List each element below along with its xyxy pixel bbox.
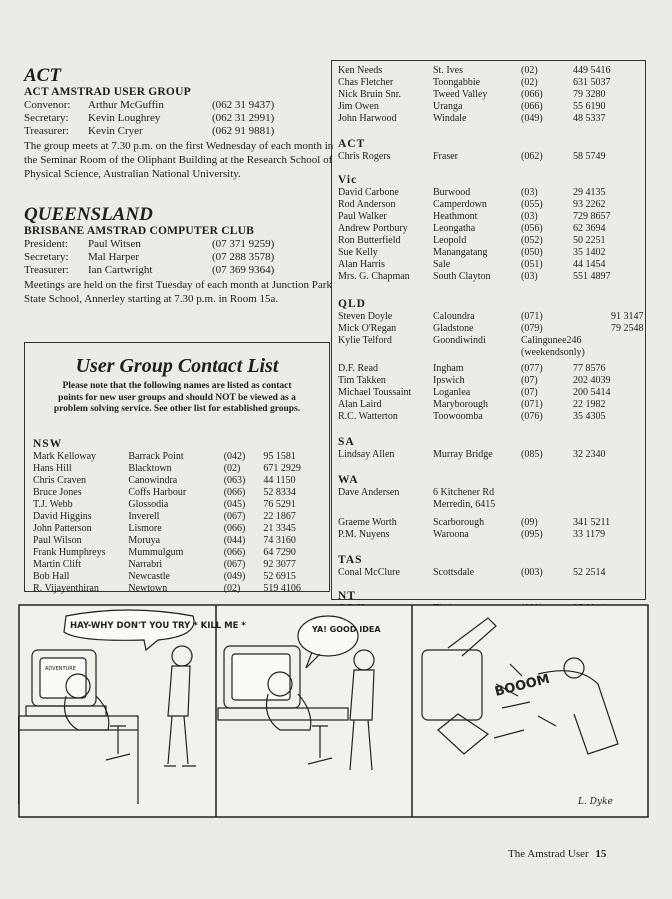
contact-row [338, 89, 640, 101]
user-group-contact-box [24, 342, 330, 592]
contact-row [338, 113, 640, 125]
contact-area: (071) [521, 311, 543, 322]
contact-num: 631 5037 [573, 77, 611, 88]
contact-place: Blacktown [128, 463, 172, 474]
contact-row [33, 547, 323, 559]
contact-num: 33 1179 [573, 529, 606, 540]
contact-num: 729 8657 [573, 211, 611, 222]
officer-role: Convenor: [24, 99, 71, 111]
contact-row [33, 523, 323, 535]
contact-area: (071) [521, 399, 543, 410]
contact-row [338, 259, 640, 271]
contact-name [338, 347, 433, 359]
contact-row [338, 517, 640, 529]
sa-list [338, 449, 640, 461]
officer-role: Secretary: [24, 112, 69, 124]
contact-num: 21 3345 [263, 523, 296, 534]
contact-name: Andrew Portbury [338, 223, 408, 234]
officer-name: Arthur McGuffin [88, 99, 164, 111]
contact-num [611, 347, 639, 359]
contact-name: R. Vijayenthiran [33, 583, 99, 594]
contact-name: Hans Hill [33, 463, 72, 474]
contact-place: Manangatang [433, 247, 488, 258]
contact-area: (09) [521, 517, 538, 528]
contact-row [33, 499, 323, 511]
act-section [24, 66, 334, 181]
qld-list-a [338, 311, 644, 359]
contact-list-note: Please note that the following names are listed as contact points for new user groups and should NOT be viewed as a problem solving service. See other list for established groups. [53, 381, 301, 414]
contact-name: Alan Laird [338, 399, 382, 410]
contact-row [338, 65, 640, 77]
contact-num: 48 5337 [573, 113, 606, 124]
contact-place: Murray Bridge [433, 449, 493, 460]
act-meeting-text: The group meets at 7.30 p.m. on the first Wednesday of each month in the Seminar Room of the Oliphant Building at the Research School of Physical Science, Australian National University. [24, 140, 334, 180]
contact-row [33, 463, 323, 475]
contact-name: Alan Harris [338, 259, 385, 270]
contact-name: David Carbone [338, 187, 399, 198]
contact-num: 77 8576 [573, 363, 606, 374]
contact-name: Chas Fletcher [338, 77, 394, 88]
contact-row [338, 529, 640, 541]
contact-num: 200 5414 [573, 387, 611, 398]
contact-num: 93 2262 [573, 199, 606, 210]
contact-area: (02) [223, 463, 241, 474]
contact-row [338, 375, 640, 387]
tas-heading: TAS [338, 554, 363, 566]
officer-row [24, 99, 334, 112]
qld-org-name: BRISBANE AMSTRAD COMPUTER CLUB [24, 225, 254, 237]
contact-row [338, 449, 640, 461]
contact-row [33, 559, 323, 571]
state-contacts-box [331, 60, 646, 600]
contact-place: Newtown [128, 583, 168, 594]
contact-name [338, 499, 433, 511]
contact-row [338, 567, 640, 579]
contact-num: 55 6190 [573, 101, 606, 112]
contact-area: (085) [521, 449, 543, 460]
contact-name: Bob Hall [33, 571, 70, 582]
contact-num: 64 7290 [263, 547, 296, 558]
contact-area: (062) [521, 151, 543, 162]
contact-row [33, 535, 323, 547]
contact-area: (02) [521, 77, 538, 88]
contact-row [338, 235, 640, 247]
contact-area: (03) [521, 211, 538, 222]
contact-area: (052) [521, 235, 543, 246]
contact-place: Inverell [128, 511, 160, 522]
contact-area [533, 487, 573, 499]
contact-area: (056) [521, 223, 543, 234]
contact-area: (066) [223, 487, 246, 498]
contact-row [338, 151, 640, 163]
contact-place: Scottsdale [433, 567, 475, 578]
contact-area: (02) [223, 583, 241, 594]
contact-area: (066) [223, 523, 246, 534]
contact-num: 52 8334 [263, 487, 296, 498]
contact-place [433, 347, 521, 359]
sa-heading: SA [338, 436, 355, 448]
contact-row [338, 199, 640, 211]
contact-name: Mrs. G. Chapman [338, 271, 410, 282]
officer-row [24, 251, 334, 264]
act-contacts-heading: ACT [338, 138, 366, 150]
contact-name: Ken Needs [338, 65, 383, 76]
qld-heading: QUEENSLAND [24, 204, 153, 225]
contact-area: (042) [223, 451, 246, 462]
officer-phone: (07 369 9364) [212, 264, 275, 276]
contact-num: 29 4135 [573, 187, 606, 198]
contact-name: Rod Anderson [338, 199, 396, 210]
contact-area: (044) [223, 535, 246, 546]
officer-phone: (07 371 9259) [212, 238, 275, 250]
contact-area: (095) [521, 529, 543, 540]
contact-place: Loganlea [433, 387, 471, 398]
contact-area: (049) [521, 113, 543, 124]
contact-row [338, 247, 640, 259]
contact-num: 91 3147 [611, 311, 644, 322]
contact-row [338, 347, 640, 359]
wa-list-a [338, 487, 640, 511]
wa-heading: WA [338, 474, 359, 486]
contact-row [338, 411, 640, 423]
contact-row [338, 335, 640, 347]
contact-row [33, 487, 323, 499]
vic-list [338, 187, 640, 283]
contact-area: (weekendsonly) [521, 347, 585, 358]
contact-name: Martin Clift [33, 559, 82, 570]
nsw-continued-list [338, 65, 640, 125]
contact-area: (07) [521, 375, 538, 386]
act-heading: ACT [24, 65, 61, 86]
contact-num: 551 4897 [573, 271, 611, 282]
contact-row [33, 475, 323, 487]
contact-row [338, 323, 644, 335]
contact-name: Paul Wilson [33, 535, 82, 546]
nsw-list [33, 451, 323, 595]
contact-name: David Higgins [33, 511, 92, 522]
nsw-heading: NSW [33, 438, 63, 450]
contact-place: Windale [433, 113, 467, 124]
officer-phone: (062 91 9881) [212, 125, 275, 137]
officer-name: Kevin Loughrey [88, 112, 161, 124]
contact-row [33, 511, 323, 523]
contact-name: Sue Kelly [338, 247, 378, 258]
contact-name: John Patterson [33, 523, 92, 534]
contact-name: Chris Craven [33, 475, 87, 486]
contact-area: (066) [521, 101, 543, 112]
vic-heading: Vic [338, 174, 358, 186]
magazine-name: The Amstrad User [508, 848, 589, 860]
contact-place: Ipswich [433, 375, 465, 386]
contact-place: Heathmont [433, 211, 478, 222]
contact-num: 52 2514 [573, 567, 606, 578]
contact-num [573, 487, 639, 499]
contact-name: Nick Bruin Snr. [338, 89, 402, 100]
officer-row [24, 112, 334, 125]
contact-place: Scarborough [433, 517, 485, 528]
contact-row [338, 499, 640, 511]
contact-num: 22 1982 [573, 399, 606, 410]
contact-area [533, 499, 573, 511]
contact-row [33, 571, 323, 583]
contact-name: Paul Walker [338, 211, 387, 222]
contact-place: Coffs Harbour [128, 487, 187, 498]
contact-place: Waroona [433, 529, 469, 540]
contact-name: Mark Kelloway [33, 451, 97, 462]
contact-name: R.C. Watterton [338, 411, 398, 422]
contact-area: (063) [223, 475, 246, 486]
contact-name: D.F. Read [338, 363, 379, 374]
contact-row [33, 451, 323, 463]
contact-row [338, 399, 640, 411]
boom-text: BOOOM [493, 671, 552, 700]
contact-area: (02) [521, 65, 538, 76]
contact-row [338, 363, 640, 375]
contact-num: 62 3694 [573, 223, 606, 234]
contact-num [611, 335, 639, 347]
contact-name: Tim Takken [338, 375, 386, 386]
wa-list-b [338, 517, 640, 541]
contact-place: Burwood [433, 187, 471, 198]
contact-name: Dave Andersen [338, 487, 400, 498]
contact-place: Narrabri [128, 559, 163, 570]
contact-area: (055) [521, 199, 543, 210]
contact-num: 74 3160 [263, 535, 296, 546]
contact-num: 79 2548 [611, 323, 644, 334]
contact-area: (050) [521, 247, 543, 258]
contact-area: (003) [521, 567, 543, 578]
officer-phone: (062 31 2991) [212, 112, 275, 124]
contact-num: 22 1867 [263, 511, 296, 522]
contact-num: 35 1402 [573, 247, 606, 258]
contact-place: Caloundra [433, 311, 475, 322]
contact-name: John Harwood [338, 113, 397, 124]
contact-area: (051) [521, 259, 543, 270]
contact-place: Moruya [128, 535, 161, 546]
contact-area: (045) [223, 499, 246, 510]
contact-row [338, 223, 640, 235]
contact-place: Toongabbie [433, 77, 481, 88]
contact-place: Glossodia [128, 499, 169, 510]
contact-place: Toowoomba [433, 411, 483, 422]
contact-place: Tweed Valley [433, 89, 488, 100]
contact-row [338, 487, 640, 499]
contact-row [338, 271, 640, 283]
officer-name: Kevin Cryer [88, 125, 143, 137]
contact-place: Camperdown [433, 199, 487, 210]
contact-area: (076) [521, 411, 543, 422]
contact-row [338, 187, 640, 199]
contact-num: 44 1150 [263, 475, 296, 486]
contact-row [338, 387, 640, 399]
contact-num: 202 4039 [573, 375, 611, 386]
contact-name: Jim Owen [338, 101, 379, 112]
contact-name: Frank Humphreys [33, 547, 106, 558]
contact-place: Leopold [433, 235, 467, 246]
contact-num: 519 4106 [263, 583, 301, 594]
contact-area: (067) [223, 511, 246, 522]
contact-row [338, 311, 644, 323]
contact-area: (066) [223, 547, 246, 558]
contact-name: Kylie Telford [338, 335, 392, 346]
contact-place: Goondiwindi [433, 335, 486, 346]
nt-heading: NT [338, 590, 356, 602]
officer-role: Treasurer: [24, 125, 69, 137]
contact-name: Graeme Worth [338, 517, 397, 528]
act-contacts-list [338, 151, 640, 163]
officer-phone: (07 288 3578) [212, 251, 275, 263]
bubble-2-text: YA! GOOD IDEA [312, 625, 381, 634]
contact-num: 341 5211 [573, 517, 611, 528]
contact-place: Merredin, 6415 [433, 499, 496, 510]
contact-row [338, 211, 640, 223]
act-officers [24, 99, 334, 138]
contact-place: Lismore [128, 523, 162, 534]
contact-place: Sale [433, 259, 451, 270]
officer-name: Paul Witsen [88, 238, 141, 250]
contact-num: 76 5291 [263, 499, 296, 510]
tas-list [338, 567, 640, 579]
contact-num: 50 2251 [573, 235, 606, 246]
contact-num: 95 1581 [263, 451, 296, 462]
contact-list-title: User Group Contact List [75, 355, 279, 377]
contact-num: 671 2929 [263, 463, 301, 474]
contact-place: Barrack Point [128, 451, 184, 462]
officer-row [24, 125, 334, 138]
contact-name: Lindsay Allen [338, 449, 395, 460]
page-number: 15 [595, 848, 607, 860]
contact-area: (07) [521, 387, 538, 398]
contact-num: 92 3077 [263, 559, 296, 570]
contact-place: Uranga [433, 101, 463, 112]
page-footer [508, 848, 606, 860]
contact-name: Bruce Jones [33, 487, 82, 498]
contact-name: Mick O'Regan [338, 323, 397, 334]
contact-name: Chris Rogers [338, 151, 391, 162]
contact-name: P.M. Nuyens [338, 529, 390, 540]
contact-area: Calingunee246 [521, 335, 582, 346]
contact-place: St. Ives [433, 65, 463, 76]
bubble-1-text: HAY-WHY DON'T YOU TRY * KILL ME * [70, 621, 246, 631]
officer-name: Mal Harper [88, 251, 140, 263]
qld-meeting-text: Meetings are held on the first Tuesday of each month at Junction Park State School, Annerley starting at 7.30 p.m. in Room 15a. [24, 279, 332, 305]
officer-row [24, 238, 334, 251]
qld-contacts-heading: QLD [338, 298, 366, 310]
contact-num: 52 6915 [263, 571, 296, 582]
screen-label: ADVENTURE [45, 666, 76, 672]
contact-name: Conal McClure [338, 567, 400, 578]
contact-area: (077) [521, 363, 543, 374]
contact-num [573, 499, 639, 511]
contact-area: (049) [223, 571, 246, 582]
contact-place: 6 Kitchener Rd [433, 487, 495, 498]
officer-role: President: [24, 238, 68, 250]
contact-area: (066) [521, 89, 543, 100]
contact-num: 79 3280 [573, 89, 606, 100]
contact-place: South Clayton [433, 271, 491, 282]
officer-name: Ian Cartwright [88, 264, 153, 276]
contact-row [338, 101, 640, 113]
contact-area: (03) [521, 187, 538, 198]
contact-row [33, 583, 323, 595]
contact-place: Mummulgum [128, 547, 184, 558]
officer-phone: (062 31 9437) [212, 99, 275, 111]
contact-place: Ingham [433, 363, 464, 374]
qld-list-b [338, 363, 640, 423]
officer-role: Treasurer: [24, 264, 69, 276]
officer-role: Secretary: [24, 251, 69, 263]
contact-place: Maryborough [433, 399, 488, 410]
contact-area: (067) [223, 559, 246, 570]
contact-num: 35 4305 [573, 411, 606, 422]
contact-place: Canowindra [128, 475, 178, 486]
contact-num: 58 5749 [573, 151, 606, 162]
contact-name: Ron Butterfield [338, 235, 401, 246]
contact-area: (03) [521, 271, 538, 282]
contact-num: 44 1454 [573, 259, 606, 270]
contact-place: Gladstone [433, 323, 474, 334]
contact-num: 32 2340 [573, 449, 606, 460]
contact-place: Fraser [433, 151, 458, 162]
contact-num: 449 5416 [573, 65, 611, 76]
contact-name: Steven Doyle [338, 311, 393, 322]
contact-place: Leongatha [433, 223, 476, 234]
comic-strip [18, 604, 649, 818]
qld-officers [24, 238, 334, 277]
qld-club-section [24, 205, 334, 306]
contact-name: T.J. Webb [33, 499, 73, 510]
act-org-name: ACT AMSTRAD USER GROUP [24, 86, 191, 98]
artist-signature: L. Dyke [578, 797, 613, 807]
contact-row [338, 77, 640, 89]
contact-name: Michael Toussaint [338, 387, 412, 398]
contact-place: Newcastle [128, 571, 170, 582]
officer-row [24, 264, 334, 277]
contact-area: (079) [521, 323, 543, 334]
